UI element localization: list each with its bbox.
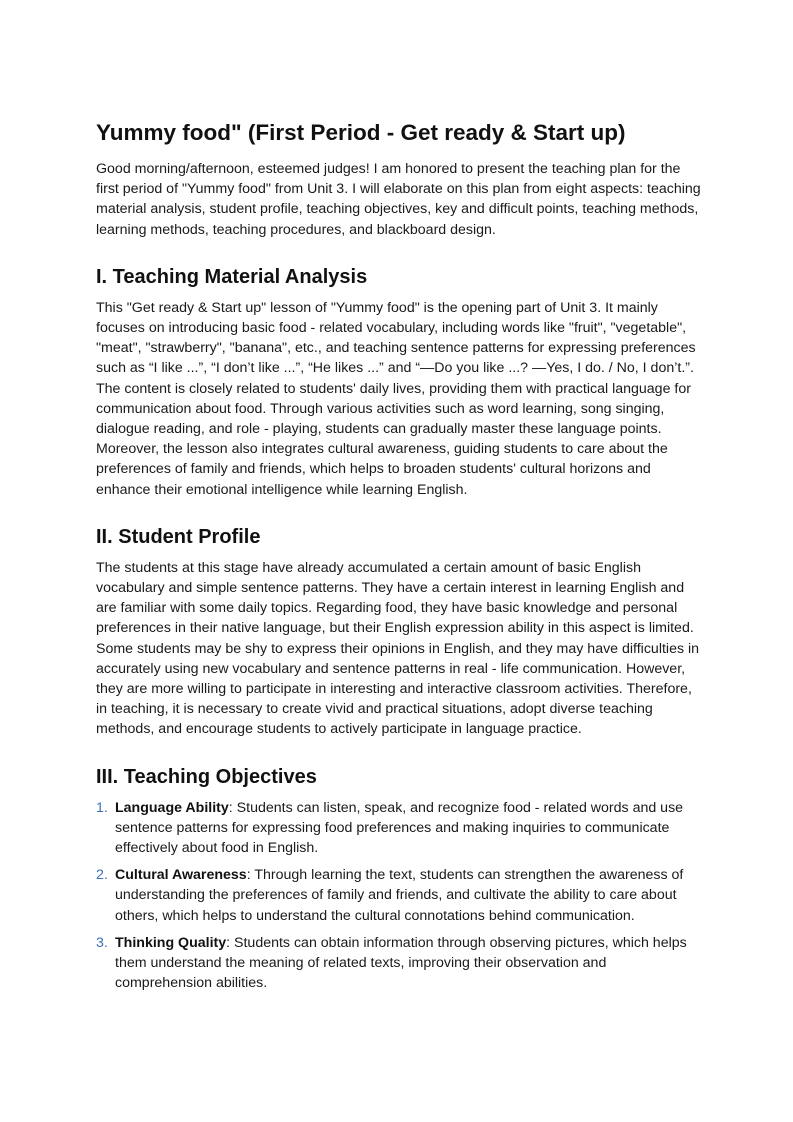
document-page	[96, 118, 706, 1001]
section-heading: III. Teaching Objectives	[96, 765, 317, 788]
list-item	[96, 798, 706, 859]
section-teaching-objectives	[96, 763, 706, 994]
objective-text: : Students can obtain information through observing pictures, which helps them understand the meaning of related texts, improving their observation and comprehension abilities.	[115, 934, 687, 992]
section-heading: I. Teaching Material Analysis	[96, 265, 368, 288]
objective-text: : Students can listen, speak, and recognize food - related words and use sentence patterns for expressing food preferences and making inquiries to communicate effectively about food in English.	[115, 799, 684, 857]
document-title: Yummy food" (First Period - Get ready & Start up)	[96, 120, 626, 145]
section-student-profile	[96, 523, 706, 740]
intro-paragraph: Good morning/afternoon, esteemed judges! I am honored to present the teaching plan for the first period of "Yummy food" from Unit 3. I will elaborate on this plan from eight aspects: teaching material analysis, student profile, teaching objectives, key and difficult points, teaching methods, learning methods, teaching procedures, and blackboard design.	[96, 161, 701, 238]
objective-label: Language Ability	[115, 799, 229, 816]
list-number: 3.	[96, 934, 108, 951]
section-paragraph: This "Get ready & Start up" lesson of "Yummy food" is the opening part of Unit 3. It mainly focuses on introducing basic food - related vocabulary, including words like "fruit", "vegetable", "meat", "strawberry", "banana", etc., and teaching sentence patterns for expressing preferences such as “I like ...”, “I don’t like ...”, “He likes ...” and “—Do you like ...? —Yes, I do. / No, I don’t.”. The content is closely related to students' daily lives, providing them with practical language for communication about food. Through various activities such as word learning, song singing, dialogue reading, and role - playing, students can gradually master these language points. Moreover, the lesson also integrates cultural awareness, guiding students to care about the preferences of family and friends, which helps to broaden students' cultural horizons and enhance their emotional intelligence while learning English.	[96, 299, 696, 498]
section-teaching-material-analysis	[96, 263, 706, 500]
list-item	[96, 865, 706, 926]
objectives-list	[96, 798, 706, 994]
objective-text: : Through learning the text, students can strengthen the awareness of understanding the preferences of family and friends, and cultivate the ability to care about others, which helps to understand the cultural connotations behind communication.	[115, 867, 684, 924]
section-paragraph: The students at this stage have already accumulated a certain amount of basic English vocabulary and simple sentence patterns. They have a certain interest in learning English and are familiar with some daily topics. Regarding food, they have basic knowledge and personal preferences in their native language, but their English expression ability in this aspect is limited. Some students may be shy to express their opinions in English, and they may have difficulties in accurately using new vocabulary and sentence patterns in real - life communication. However, they are more willing to participate in interesting and interactive classroom activities. Therefore, in teaching, it is necessary to create vivid and practical situations, adopt diverse teaching methods, and encourage students to actively participate in language practice.	[96, 559, 700, 738]
section-heading: II. Student Profile	[96, 525, 261, 548]
objective-label: Cultural Awareness	[115, 867, 247, 884]
list-item	[96, 933, 706, 994]
list-number: 1.	[96, 799, 108, 816]
list-number: 2.	[96, 867, 108, 884]
objective-label: Thinking Quality	[115, 934, 227, 951]
